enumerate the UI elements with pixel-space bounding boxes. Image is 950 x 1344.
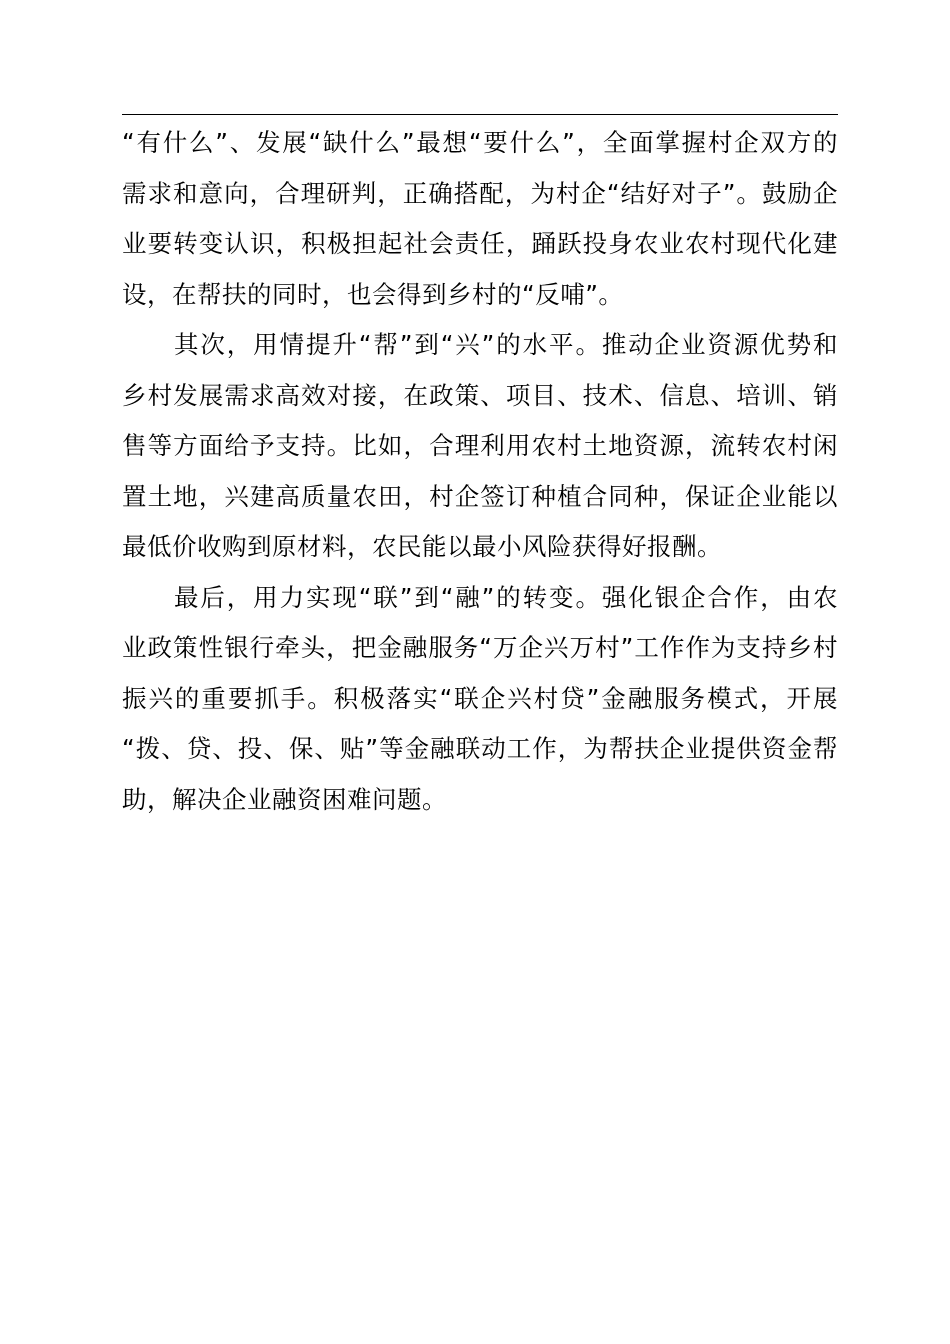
text-line: “有什么”、发展“缺什么”最想“要什么”，全面掌握村企双方的 [122, 128, 838, 157]
text-line: 业要转变认识，积极担起社会责任，踊跃投身农业农村现代化建 [122, 229, 838, 258]
text-line: “拨、贷、投、保、贴”等金融联动工作，为帮扶企业提供资金帮 [122, 734, 838, 763]
text-line: 助，解决企业融资困难问题。 [122, 784, 447, 814]
text-line: 振兴的重要抓手。积极落实“联企兴村贷”金融服务模式，开展 [122, 683, 838, 713]
text-line: 最低价收购到原材料，农民能以最小风险获得好报酬。 [122, 532, 722, 561]
text-line: 置土地，兴建高质量农田，村企签订种植合同种，保证企业能以 [122, 481, 838, 511]
text-line: 设，在帮扶的同时，也会得到乡村的“反哺”。 [122, 279, 624, 309]
text-line: 业政策性银行牵头，把金融服务“万企兴万村”工作作为支持乡村 [122, 633, 838, 662]
paragraph-first-line: 最后，用力实现“联”到“融”的转变。强化银企合作，由农 [174, 582, 838, 612]
document-body [122, 118, 838, 825]
text-line: 乡村发展需求高效对接，在政策、项目、技术、信息、培训、销 [122, 380, 838, 410]
text-line: 售等方面给予支持。比如，合理利用农村土地资源，流转农村闲 [122, 431, 838, 460]
header-rule [122, 114, 838, 115]
text-line: 需求和意向，合理研判，正确搭配，为村企“结好对子”。鼓励企 [122, 178, 838, 208]
paragraph-first-line: 其次，用情提升“帮”到“兴”的水平。推动企业资源优势和 [174, 330, 838, 359]
